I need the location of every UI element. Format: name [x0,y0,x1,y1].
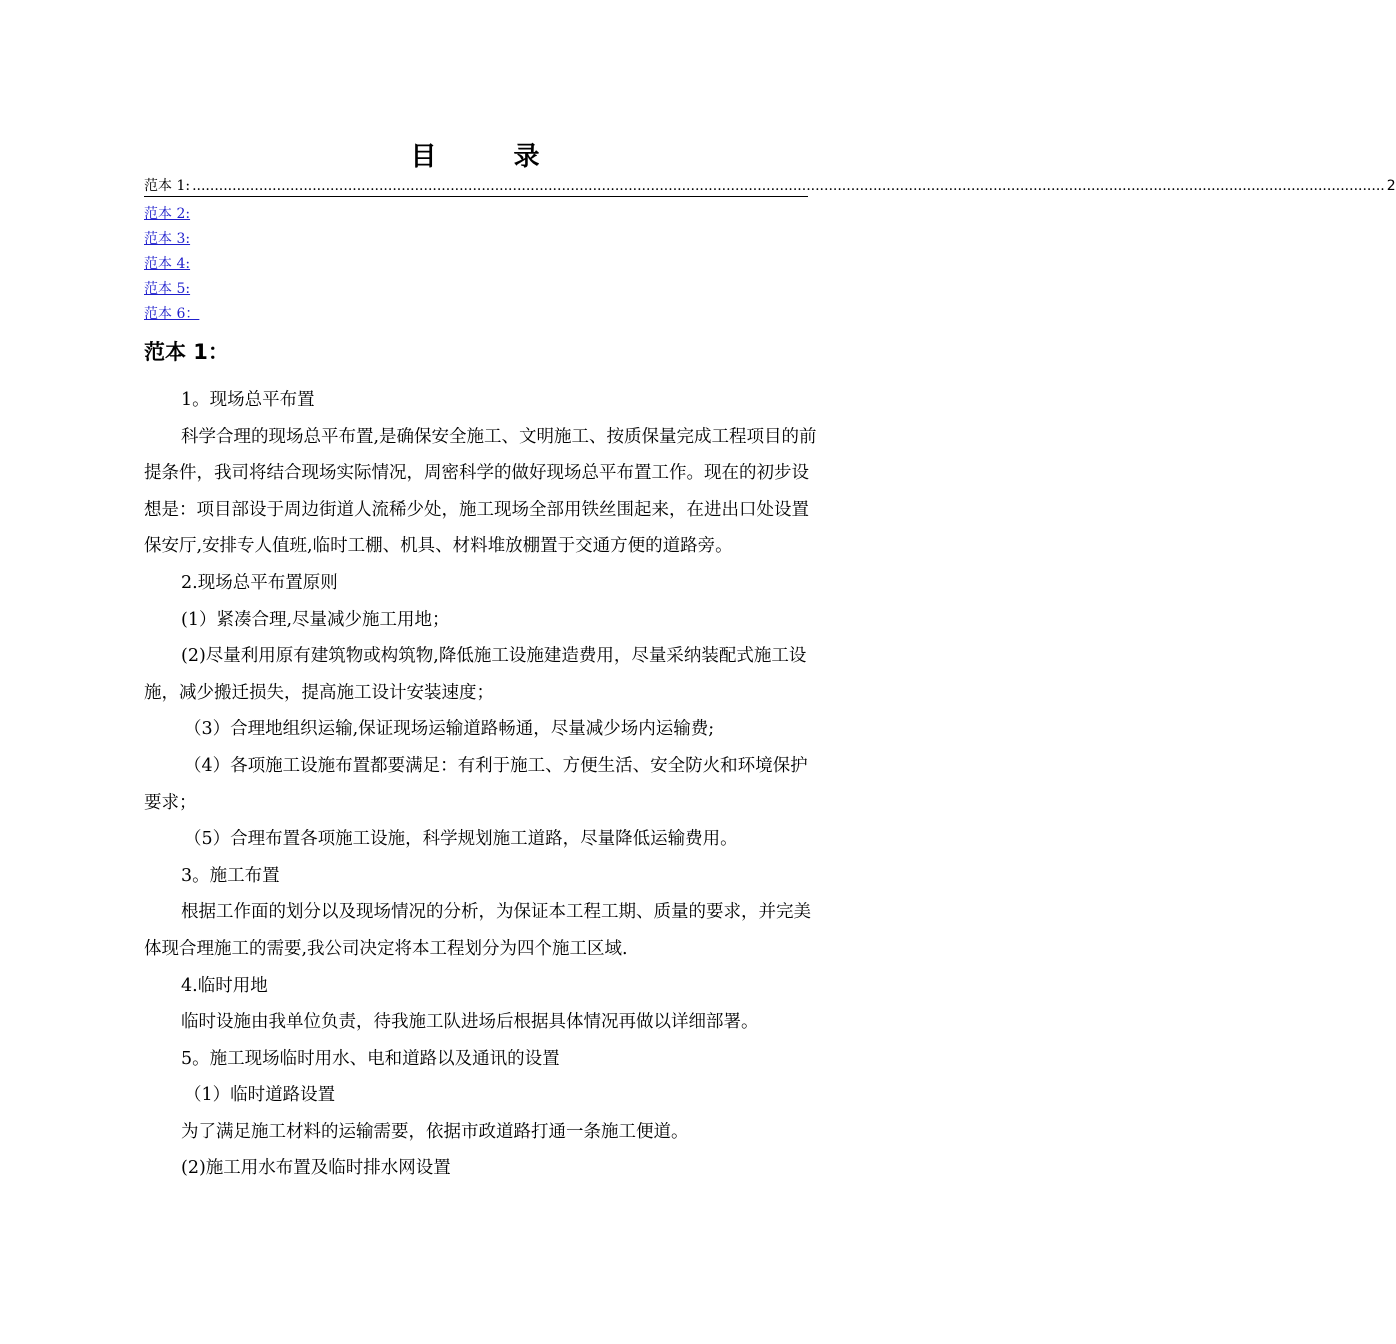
table-of-contents [144,176,1396,327]
list-item: (2)施工用水布置及临时排水网设置 [181,1158,451,1179]
list-item: (2)尽量利用原有建筑物或构筑物,降低施工设施建造费用，尽量采纳装配式施工设施，减少搬迁损失，提高施工设计安装速度； [144,646,807,703]
list-item: （3）合理地组织运输,保证现场运输道路畅通，尽量减少场内运输费; [184,719,715,740]
list-item: （4）各项施工设施布置都要满足：有利于施工、方便生活、安全防火和环境保护要求； [144,755,808,813]
subheading: 5。施工现场临时用水、电和道路以及通讯的设置 [181,1048,560,1069]
paragraph: 根据工作面的划分以及现场情况的分析，为保证本工程工期、质量的要求，并完美体现合理施工的需要,我公司决定将本工程划分为四个施工区域. [144,902,811,959]
toc-leader-dots: ............................................................................................................................................................................................................................................................................ [192,178,1385,194]
toc-entry-link[interactable]: 范本 2: [144,206,191,222]
toc-entry-link[interactable]: 范本 5: [144,281,191,297]
toc-entry-link[interactable]: 范本 6： [144,306,200,322]
paragraph: 临时设施由我单位负责，待我施工队进场后根据具体情况再做以详细部署。 [181,1012,759,1033]
toc-entry-1[interactable] [144,176,1396,197]
toc-entry-6[interactable] [144,302,808,327]
subheading: 2.现场总平布置原则 [181,572,338,593]
subheading: 4.临时用地 [181,975,268,996]
list-item: (1）紧凑合理,尽量减少施工用地； [181,609,450,630]
toc-entry-label: 范本 1: [144,178,191,194]
body-text [144,382,824,1187]
toc-entry-link[interactable]: 范本 3: [144,231,191,247]
toc-entry-link[interactable]: 范本 4: [144,256,191,272]
list-item: （1）临时道路设置 [184,1085,336,1106]
toc-entry-4[interactable] [144,252,808,277]
toc-entry-3[interactable] [144,227,808,252]
toc-page-number: 2 [1386,178,1396,194]
toc-entry-5[interactable] [144,277,808,302]
paragraph: 科学合理的现场总平布置,是确保安全施工、文明施工、按质保量完成工程项目的前提条件，我司将结合现场实际情况，周密科学的做好现场总平布置工作。现在的初步设想是：项目部设于周边街道人流稀少处，施工现场全部用铁丝围起来，在进出口处设置保安厅,安排专人值班,临时工棚、机具、材料堆放棚置于交通方便的道路旁。 [144,426,817,557]
toc-title: 目 录 [410,142,574,172]
subheading: 1。现场总平布置 [181,390,315,410]
paragraph: 为了满足施工材料的运输需要，依据市政道路打通一条施工便道。 [181,1121,689,1142]
toc-entry-2[interactable] [144,202,808,227]
subheading: 3。施工布置 [181,865,280,886]
list-item: （5）合理布置各项施工设施，科学规划施工道路，尽量降低运输费用。 [184,829,738,850]
section-heading: 范本 1： [144,340,229,364]
